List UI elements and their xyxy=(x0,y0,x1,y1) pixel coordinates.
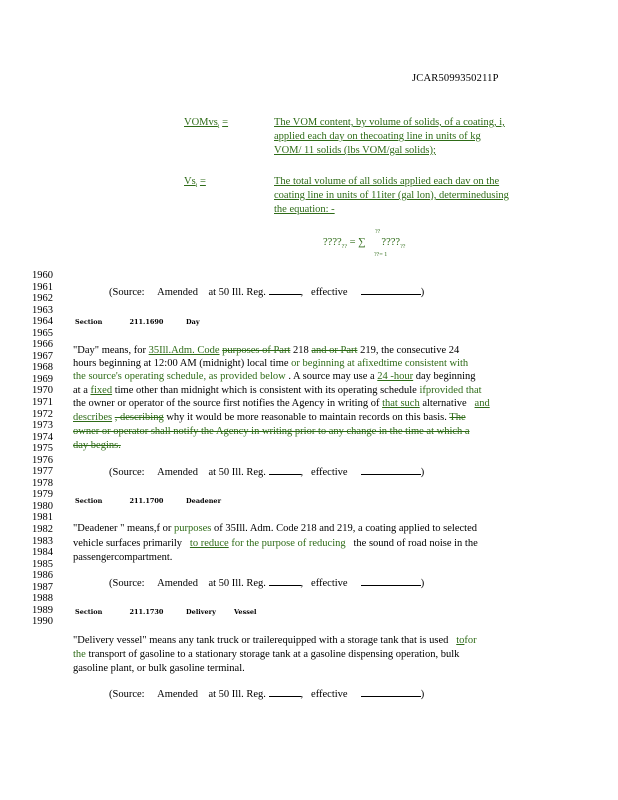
section-title-2: Vessel xyxy=(233,608,257,616)
source-blank-date xyxy=(361,474,421,475)
text-run: the owner or operator of the source first notifies the Agency in writing of xyxy=(73,398,380,409)
source-blank-date xyxy=(361,294,421,295)
line-number: 1968 xyxy=(32,362,53,374)
text-run: time other than midnight which is consistent with its operating schedule xyxy=(114,385,417,396)
section-heading-day xyxy=(75,318,200,326)
text-run: vehicle surfaces primarily xyxy=(73,538,183,549)
line-number: 1975 xyxy=(32,443,53,455)
section-number: 211.1700 xyxy=(129,497,164,505)
line-number: 1981 xyxy=(32,512,53,524)
line-number: 1965 xyxy=(32,327,53,339)
text-run: transport of gasoline to a stationary storage tank at a gasoline dispensing operation, bulk xyxy=(88,649,460,660)
document-code: JCAR5099350211P xyxy=(412,73,499,84)
text-run: the sound of road noise in the xyxy=(353,538,478,549)
vs-term xyxy=(184,175,206,193)
deleted-text: and or Part xyxy=(311,345,358,356)
line-number: 1974 xyxy=(32,431,53,443)
source-open: (Source: xyxy=(109,578,145,589)
equation-lhs: ???? xyxy=(323,237,342,248)
source-note: (Source: Amended at 50 Ill. Reg. , effective ) xyxy=(109,467,425,478)
equation-operator: = ∑ xyxy=(349,237,366,248)
line-number: 1988 xyxy=(32,593,53,605)
inserted-text: the xyxy=(73,649,86,660)
source-amended: Amended xyxy=(157,578,198,589)
deadener-line-1978 xyxy=(73,522,477,535)
section-label: Section xyxy=(75,608,103,616)
source-amended: Amended xyxy=(157,467,198,478)
inserted-text: for the purpose of reducing xyxy=(231,538,346,549)
vom-line-1: The VOM content, by volume of solids, of a coating, i, xyxy=(274,117,505,128)
source-open: (Source: xyxy=(109,287,145,298)
delivery-line-1987 xyxy=(73,648,459,661)
source-effective: effective xyxy=(311,467,348,478)
inserted-text: 35Ill.Adm. Code xyxy=(148,345,220,356)
day-line-1972: day begins. xyxy=(73,440,121,451)
inserted-text: or beginning at afixedtime consistent with xyxy=(291,358,469,369)
inserted-text: fixed xyxy=(90,385,113,396)
line-number: 1979 xyxy=(32,489,53,501)
inserted-text: ifprovided that xyxy=(419,385,482,396)
deleted-text: , describing xyxy=(114,412,164,423)
vom-equals: = xyxy=(222,117,229,128)
equation-lhs-sub: ?? xyxy=(341,244,347,251)
equation-rhs: ???? xyxy=(381,237,401,248)
source-blank-reg xyxy=(269,474,301,475)
source-amended: Amended xyxy=(157,287,198,298)
line-number: 1969 xyxy=(32,373,53,385)
source-blank-reg xyxy=(269,585,301,586)
source-blank-date xyxy=(361,585,421,586)
line-number: 1983 xyxy=(32,535,53,547)
line-number: 1973 xyxy=(32,420,53,432)
line-number: 1990 xyxy=(32,616,53,628)
text-run: why it would be more reasonable to maintain records on this basis. xyxy=(166,412,447,423)
section-title: Deadener xyxy=(186,497,221,505)
source-amended: Amended xyxy=(157,689,198,700)
deleted-text: The xyxy=(449,412,466,423)
section-label: Section xyxy=(75,318,103,326)
text-run: "Deadener " means,f or xyxy=(73,523,172,534)
source-effective: effective xyxy=(311,578,348,589)
source-blank-date xyxy=(361,696,421,697)
source-blank-reg xyxy=(269,696,301,697)
source-effective: effective xyxy=(311,689,348,700)
line-number: 1985 xyxy=(32,558,53,570)
source-at: at 50 Ill. Reg. xyxy=(208,578,266,589)
inserted-text: describes xyxy=(73,412,113,423)
line-number: 1984 xyxy=(32,547,53,559)
text-run: "Day" means, for xyxy=(73,345,147,356)
equation-upper-limit: ?? xyxy=(375,229,381,235)
line-number: 1967 xyxy=(32,350,53,362)
section-title: Delivery xyxy=(186,608,216,616)
line-number: 1964 xyxy=(32,316,53,328)
vom-line-2: applied each day on thecoating line in units of kg xyxy=(274,131,481,142)
source-close: ) xyxy=(420,467,425,478)
equation-rhs-sub: ?? xyxy=(400,244,406,251)
section-label: Section xyxy=(75,497,103,505)
equation-lower-limit: ??= 1 xyxy=(374,252,388,258)
line-number: 1989 xyxy=(32,604,53,616)
source-note: (Source: Amended at 50 Ill. Reg. , effective ) xyxy=(109,578,425,589)
line-number: 1982 xyxy=(32,524,53,536)
vs-line-2: coating line in units of 11iter (gal lon), determinedusing xyxy=(274,190,509,201)
source-close: ) xyxy=(420,287,425,298)
text-run: hours beginning at 12:00 AM (midnight) local time xyxy=(73,358,289,369)
line-number: 1962 xyxy=(32,293,53,305)
text-run: . A source may use a xyxy=(288,371,375,382)
equation xyxy=(323,237,405,250)
inserted-text: that such xyxy=(382,398,420,409)
delivery-line-1986 xyxy=(73,634,477,647)
day-line-1969 xyxy=(73,397,490,410)
line-number: 1978 xyxy=(32,477,53,489)
vs-term-text: Vs xyxy=(184,176,196,187)
vs-line-3: the equation: - xyxy=(274,204,335,215)
inserted-text: purposes xyxy=(174,523,212,534)
line-number: 1976 xyxy=(32,454,53,466)
day-line-1970 xyxy=(73,411,466,424)
section-heading-delivery xyxy=(75,608,257,616)
line-number: 1977 xyxy=(32,466,53,478)
line-number: 1970 xyxy=(32,385,53,397)
section-heading-deadener xyxy=(75,497,221,505)
section-number: 211.1730 xyxy=(129,608,164,616)
source-close: ) xyxy=(420,578,425,589)
text-run: "Delivery vessel" means any tank truck or trailerequipped with a storage tank that is used xyxy=(73,635,449,646)
vom-term-text: VOMvs xyxy=(184,117,218,128)
line-number: 1961 xyxy=(32,281,53,293)
vom-term-sub: i xyxy=(217,124,220,131)
line-number: 1966 xyxy=(32,339,53,351)
source-at: at 50 Ill. Reg. xyxy=(208,467,266,478)
line-number: 1987 xyxy=(32,581,53,593)
vs-line-1: The total volume of all solids applied each dav on the xyxy=(274,176,500,187)
line-number: 1971 xyxy=(32,397,53,409)
vom-term xyxy=(184,116,228,134)
inserted-text: for xyxy=(464,635,477,646)
inserted-text: 24 -hour xyxy=(377,371,414,382)
source-effective: effective xyxy=(311,287,348,298)
line-number: 1972 xyxy=(32,408,53,420)
deadener-line-1980: passengercompartment. xyxy=(73,552,173,563)
source-open: (Source: xyxy=(109,689,145,700)
text-run: alternative xyxy=(422,398,467,409)
deadener-line-1979 xyxy=(73,537,478,550)
text-run: at a xyxy=(73,385,88,396)
line-number: 1963 xyxy=(32,304,53,316)
day-line-1968 xyxy=(73,384,482,397)
source-at: at 50 Ill. Reg. xyxy=(208,689,266,700)
line-number: 1986 xyxy=(32,570,53,582)
day-line-1971: owner or operator shall notify the Agency in writing prior to any change in the time at which a xyxy=(73,426,470,437)
text-run: 218 xyxy=(293,345,309,356)
source-note: (Source: Amended at 50 Ill. Reg. , effective ) xyxy=(109,689,425,700)
line-number: 1960 xyxy=(32,270,53,281)
section-title: Day xyxy=(186,318,200,326)
inserted-text: the source's operating schedule, as provided below xyxy=(73,371,286,382)
source-note: (Source: Amended at 50 Ill. Reg. , effective ) xyxy=(109,287,425,298)
inserted-text: and xyxy=(474,398,490,409)
day-line-1965 xyxy=(73,344,459,357)
day-line-1967 xyxy=(73,370,476,383)
vs-equals: = xyxy=(199,176,206,187)
day-line-1966 xyxy=(73,357,468,370)
text-run: 219, the consecutive 24 xyxy=(360,345,460,356)
text-run: day beginning xyxy=(415,371,476,382)
delivery-line-1988: gasoline plant, or bulk gasoline terminal. xyxy=(73,663,245,674)
source-at: at 50 Ill. Reg. xyxy=(208,287,266,298)
inserted-text: to xyxy=(456,635,465,646)
vs-term-sub: i xyxy=(195,183,198,190)
line-numbers xyxy=(31,270,53,628)
source-close: ) xyxy=(420,689,425,700)
vom-line-3: VOM/ 11 solids (lbs VOM/gal solids); xyxy=(274,145,436,156)
inserted-text: to reduce xyxy=(189,538,229,549)
source-open: (Source: xyxy=(109,467,145,478)
source-blank-reg xyxy=(269,294,301,295)
section-number: 211.1690 xyxy=(129,318,164,326)
deleted-text: purposes of Part xyxy=(222,345,291,356)
line-number: 1980 xyxy=(32,500,53,512)
text-run: of 35Ill. Adm. Code 218 and 219, a coating applied to selected xyxy=(213,523,477,534)
